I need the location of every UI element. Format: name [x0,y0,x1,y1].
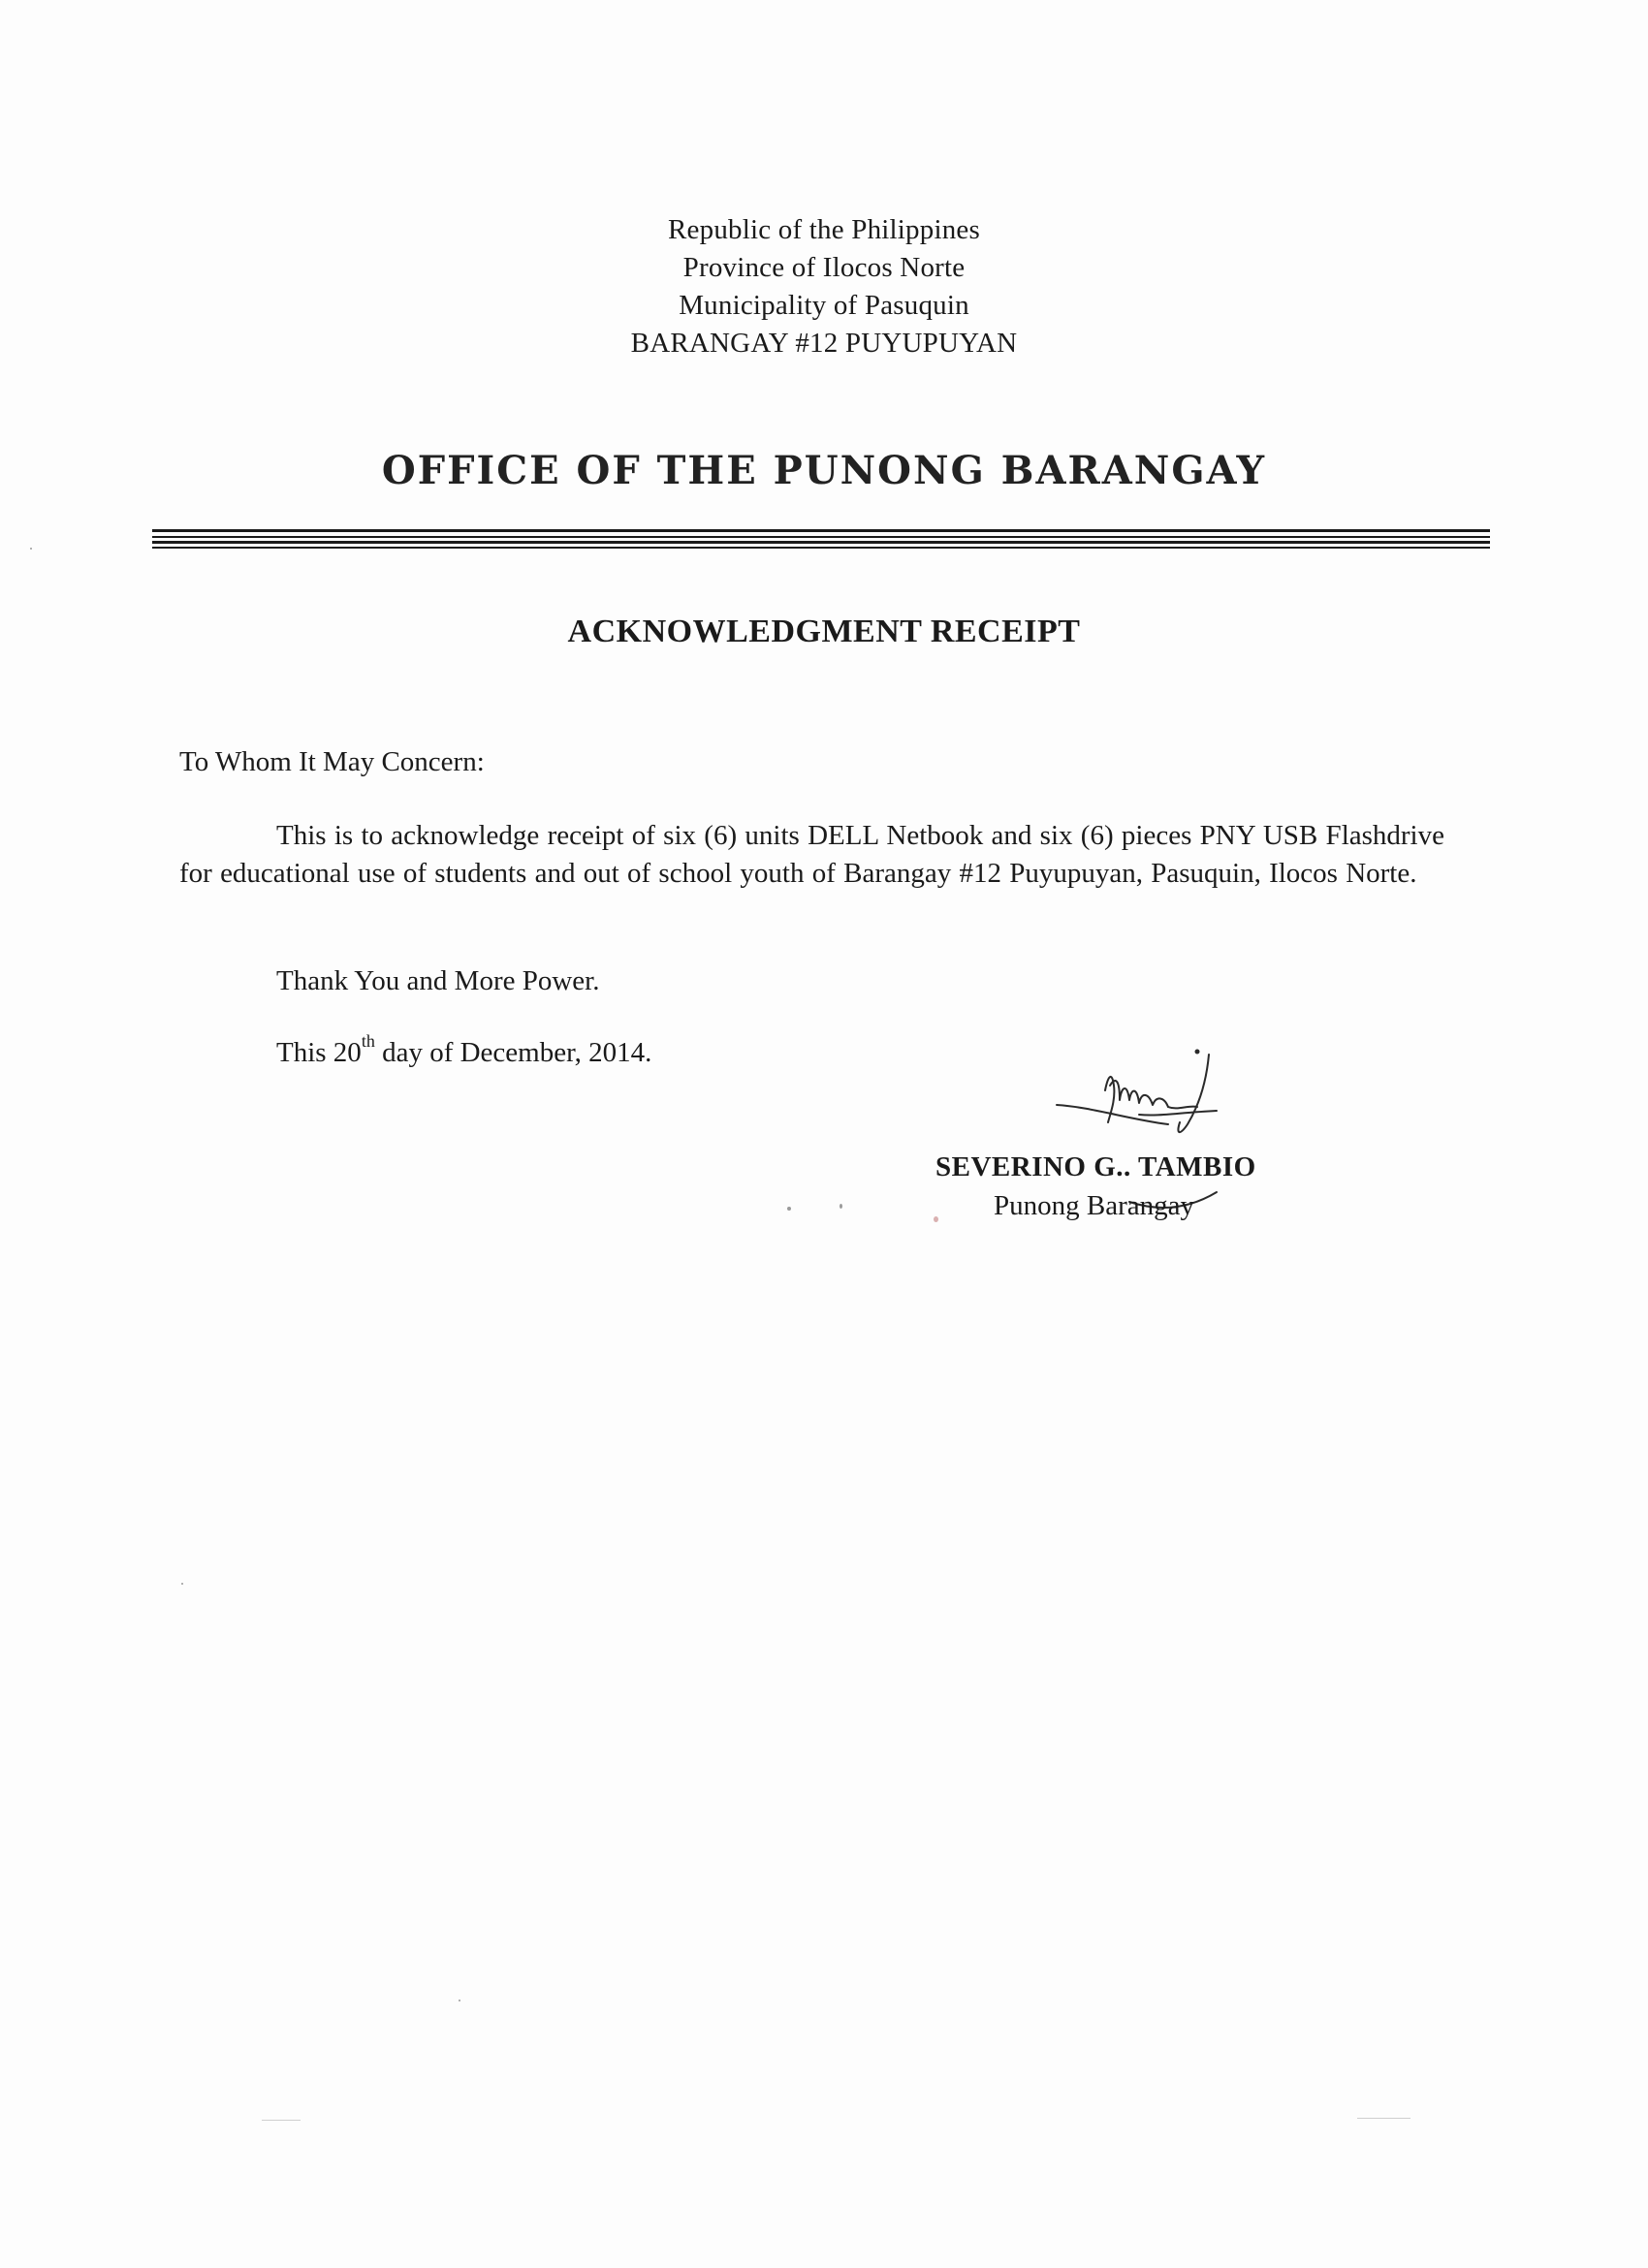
header-rule [152,541,1490,544]
header-rule [152,529,1490,532]
office-title: OFFICE OF THE PUNONG BARANGAY [381,448,1267,493]
letterhead-country: Republic of the Philippines [668,214,980,245]
date-line [276,1031,652,1069]
closing-line: Thank You and More Power. [276,965,600,996]
letterhead-province: Province of Ilocos Norte [682,252,966,283]
scan-speck [1357,2118,1410,2119]
letterhead [0,211,1648,362]
scan-speck [459,2000,460,2001]
signatory-name: SEVERINO G.. TAMBIO [935,1151,1256,1182]
signatory-position: Punong Barangay [994,1190,1194,1221]
scan-speck [934,1216,938,1222]
date-ordinal: th [361,1031,375,1052]
header-rule [152,547,1490,549]
date-prefix: This 20 [276,1037,362,1068]
date-rest: day of December, 2014. [374,1037,652,1068]
scan-speck [262,2120,301,2121]
header-rule [152,536,1490,538]
ink-dot [1195,1050,1200,1055]
letterhead-municipality: Municipality of Pasuquin [679,290,969,321]
letterhead-barangay: BARANGAY #12 PUYUPUYAN [630,328,1018,359]
scan-speck [840,1204,842,1209]
scan-speck [787,1207,791,1211]
salutation: To Whom It May Concern: [179,746,485,777]
document-title: ACKNOWLEDGMENT RECEIPT [567,614,1081,649]
scan-speck [181,1583,183,1585]
body-paragraph: This is to acknowledge receipt of six (6) units DELL Netbook and six (6) pieces PNY USB Flashdrive for educational use of students and out of school youth of Barangay #12 Puyupuyan, Pasuquin, Ilocos Norte. [179,820,1444,889]
scan-speck [30,548,32,550]
